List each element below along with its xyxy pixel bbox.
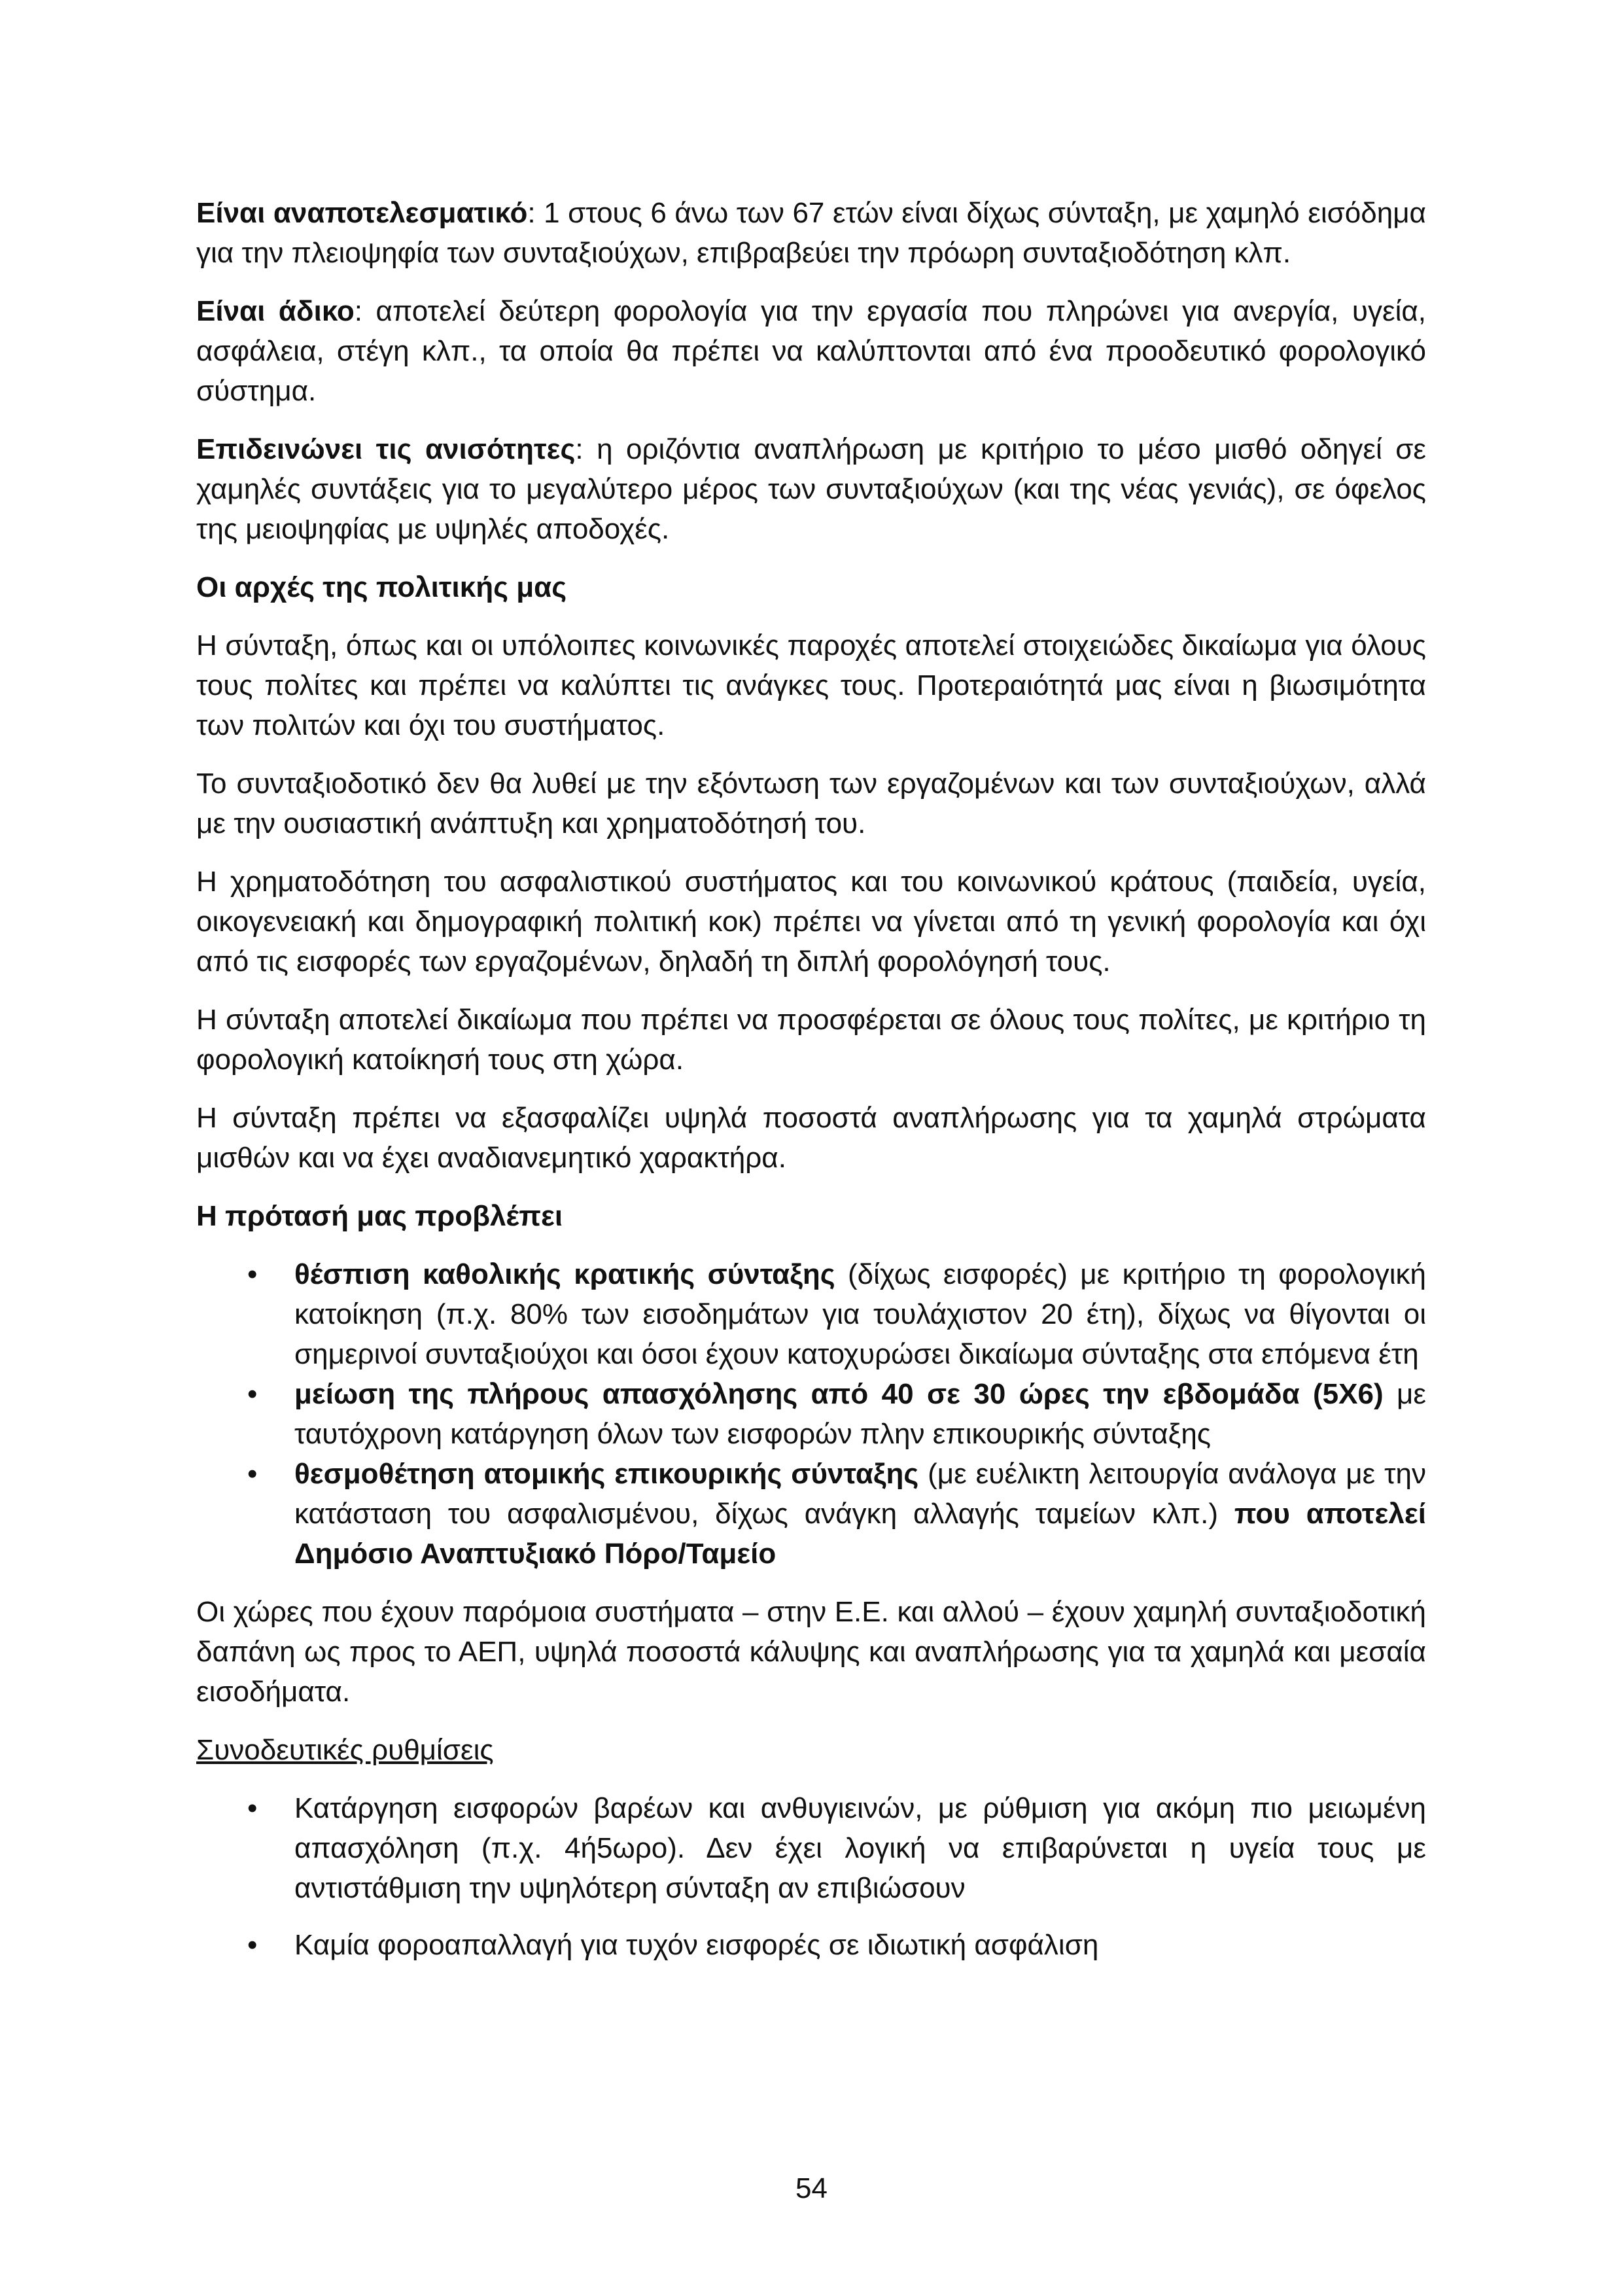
term-unfair: Είναι άδικο: [196, 295, 355, 327]
list-item-bold: θέσπιση καθολικής κρατικής σύνταξης: [294, 1258, 835, 1290]
section-subheading-accompanying: Συνοδευτικές ρυθμίσεις: [196, 1734, 494, 1766]
list-item: [196, 1454, 1426, 1574]
list-item-bold: θεσμοθέτηση ατομικής επικουρικής σύνταξης: [294, 1458, 919, 1490]
list-item-text: Καμία φοροαπαλλαγή για τυχόν εισφορές σε ιδιωτική ασφάλιση: [294, 1929, 1099, 1961]
section-heading-proposal: Η πρότασή μας προβλέπει: [196, 1200, 563, 1232]
proposal-list: [196, 1254, 1426, 1574]
paragraph-financing: Η χρηματοδότηση του ασφαλιστικού συστήματος και του κοινωνικού κράτους (παιδεία, υγεία, οικογενειακή και δημογραφική πολιτική κοκ) πρέπει να γίνεται από τη γενική φορολογία και όχι από τις εισφορές των εργαζομένων, δηλαδή τη διπλή φορολόγησή τους.: [196, 866, 1426, 978]
list-item-text: (με ευέλικτη λειτουργία ανάλογα με την κατάσταση του ασφαλισμένου, δίχως ανάγκη αλλαγής ταμείων κλπ.): [294, 1458, 1426, 1530]
list-item: [196, 1925, 1426, 1965]
paragraph-text: : η οριζόντια αναπλήρωση με κριτήριο το μέσο μισθό οδηγεί σε χαμηλές συντάξεις για το μεγαλύτερο μέρος των συνταξιούχων (και της νέας γενιάς), σε όφελος της μειοψηφίας με υψηλές αποδοχές.: [196, 433, 1426, 545]
paragraph-replacement-rates: Η σύνταξη πρέπει να εξασφαλίζει υψηλά ποσοστά αναπλήρωσης για τα χαμηλά στρώματα μισθών και να έχει αναδιανεμητικό χαρακτήρα.: [196, 1102, 1426, 1174]
paragraph-text: : 1 στους 6 άνω των 67 ετών είναι δίχως σύνταξη, με χαμηλό εισόδημα για την πλειοψηφία των συνταξιούχων, επιβραβεύει την πρόωρη συνταξιοδότηση κλπ.: [196, 197, 1426, 269]
list-item: [196, 1788, 1426, 1908]
document-page: [196, 193, 1426, 1983]
list-item-text: με ταυτόχρονη κατάργηση όλων των εισφορών πλην επικουρικής σύνταξης: [294, 1378, 1426, 1450]
term-inefficient: Είναι αναποτελεσματικό: [196, 197, 528, 229]
list-item: [196, 1374, 1426, 1454]
paragraph-inefficient: [196, 193, 1426, 273]
paragraph-inequalities: [196, 429, 1426, 549]
list-item-text: Κατάργηση εισφορών βαρέων και ανθυγιεινών, με ρύθμιση για ακόμη πιο μειωμένη απασχόληση (π.χ. 4ή5ωρο). Δεν έχει λογική να επιβαρύνεται η υγεία τους με αντιστάθμιση την υψηλότερη σύνταξη αν επιβιώσουν: [294, 1792, 1426, 1904]
section-heading-principles: Οι αρχές της πολιτικής μας: [196, 571, 567, 603]
bullet-icon: •: [247, 1929, 258, 1961]
term-inequalities: Επιδεινώνει τις ανισότητες: [196, 433, 576, 465]
bullet-icon: •: [247, 1258, 258, 1290]
list-item-bold: μείωση της πλήρους απασχόλησης από 40 σε 30 ώρες την εβδομάδα (5Χ6): [294, 1378, 1384, 1410]
list-item: [196, 1254, 1426, 1374]
list-item-bold-end: που αποτελεί Δημόσιο Αναπτυξιακό Πόρο/Ταμείο: [294, 1498, 1426, 1570]
list-item-text: (δίχως εισφορές) με κριτήριο τη φορολογική κατοίκηση (π.χ. 80% των εισοδημάτων για τουλάχιστον 20 έτη), δίχως να θίγονται οι σημερινοί συνταξιούχοι και όσοι έχουν κατοχυρώσει δικαίωμα σύνταξης στα επόμενα έτη: [294, 1258, 1426, 1370]
bullet-icon: •: [247, 1792, 258, 1824]
paragraph-pension-criterion: Η σύνταξη αποτελεί δικαίωμα που πρέπει να προσφέρεται σε όλους τους πολίτες, με κριτήριο τη φορολογική κατοίκησή τους στη χώρα.: [196, 1004, 1426, 1076]
accompanying-list: [196, 1788, 1426, 1965]
page-number: 54: [795, 2172, 828, 2204]
paragraph-pension-right: Η σύνταξη, όπως και οι υπόλοιπες κοινωνικές παροχές αποτελεί στοιχειώδες δικαίωμα για όλους τους πολίτες και πρέπει να καλύπτει τις ανάγκες τους. Προτεραιότητά μας είναι η βιωσιμότητα των πολιτών και όχι του συστήματος.: [196, 629, 1426, 741]
bullet-icon: •: [247, 1378, 258, 1410]
paragraph-other-countries: Οι χώρες που έχουν παρόμοια συστήματα – στην Ε.Ε. και αλλού – έχουν χαμηλή συνταξιοδοτική δαπάνη ως προς το ΑΕΠ, υψηλά ποσοστά κάλυψης και αναπλήρωσης για τα χαμηλά και μεσαία εισοδήματα.: [196, 1596, 1426, 1708]
bullet-icon: •: [247, 1458, 258, 1490]
paragraph-pension-solution: Το συνταξιοδοτικό δεν θα λυθεί με την εξόντωση των εργαζομένων και των συνταξιούχων, αλλά με την ουσιαστική ανάπτυξη και χρηματοδότησή του.: [196, 768, 1426, 839]
paragraph-text: : αποτελεί δεύτερη φορολογία για την εργασία που πληρώνει για ανεργία, υγεία, ασφάλεια, στέγη κλπ., τα οποία θα πρέπει να καλύπτονται από ένα προοδευτικό φορολογικό σύστημα.: [196, 295, 1427, 407]
paragraph-unfair: [196, 291, 1426, 411]
